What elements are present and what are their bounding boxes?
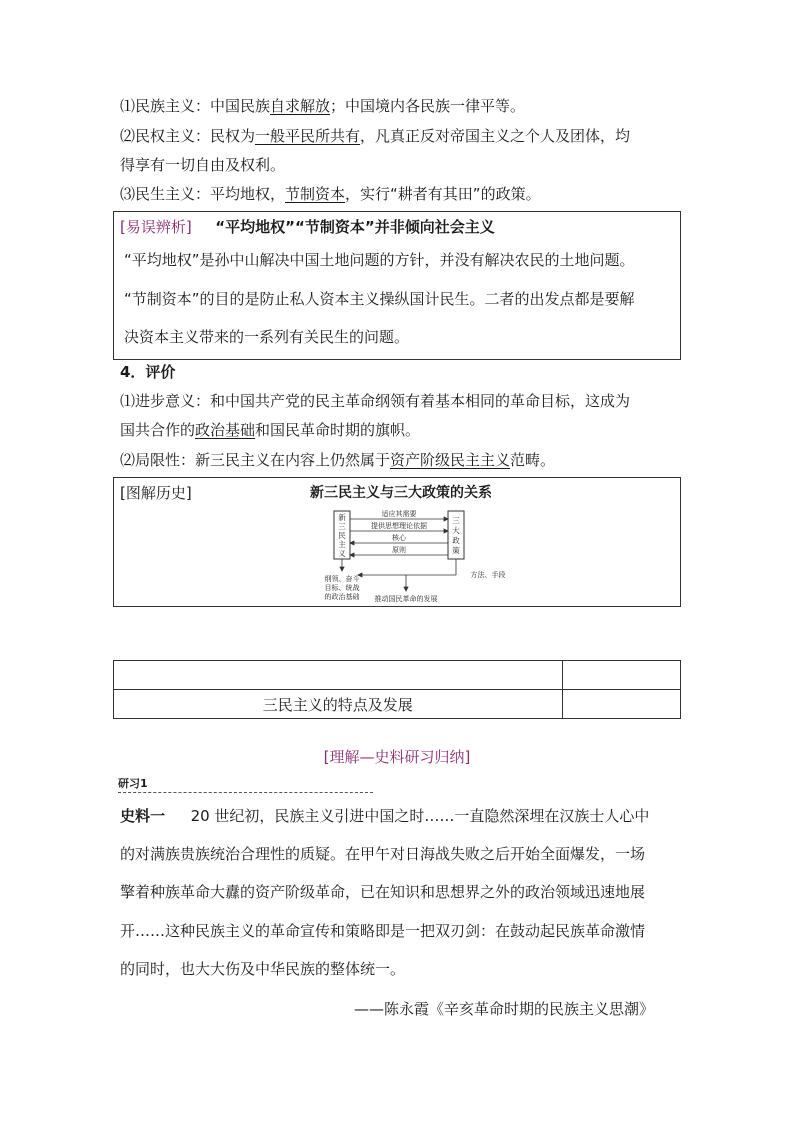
bottom-center-label: 推动国民革命的发展 [374, 595, 438, 603]
arrow2-label: 提供思想理论依据 [371, 522, 427, 530]
mistake-p1: “平均地权”是孙中山解决中国土地问题的方针，并没有解决农民的土地问题。 [124, 251, 635, 269]
svg-text:目标、统战: 目标、统战 [324, 584, 360, 592]
center-down-head [404, 587, 408, 591]
source-line-2: 的对满族贵族统治合理性的质疑。在甲午对日海战失败之后开始全面爆发，一场 [120, 845, 646, 863]
study-section-title: [理解—史料研习归纳] [323, 748, 471, 766]
svg-text:纲领、奋斗: 纲领、奋斗 [324, 575, 360, 583]
source-label: 史料一 [120, 807, 166, 825]
limitation-item: ⑵局限性：新三民主义在内容上仍然属于资产阶级民主主义范畴。 [120, 451, 556, 469]
diagram-tag: [图解历史] [120, 484, 192, 502]
mistake-p2-line2: 决资本主义带来的一系列有关民生的问题。 [124, 328, 410, 346]
arrow1-label: 适应其需要 [381, 510, 417, 518]
right-node-label [452, 516, 460, 555]
mistake-analysis-box [113, 211, 681, 360]
diagram-box [113, 477, 681, 607]
arrow3-label: 核心 [392, 534, 406, 542]
progress-item-cont: 国共合作的政治基础和国民革命时期的旗帜。 [120, 421, 421, 439]
policy-relation-diagram [318, 505, 558, 605]
source-line-5: 的同时，也大大伤及中华民族的整体统一。 [120, 960, 406, 978]
table-cell-empty-2 [562, 661, 680, 690]
topic-table [113, 660, 681, 719]
mistake-title-row [120, 217, 495, 237]
section4-heading: 4．评价 [120, 363, 176, 381]
study-tag: 研习1 [118, 777, 148, 790]
source-line-4: 开……这种民族主义的革命宣传和策略即是一把双刃剑：在鼓动起民族革命激情 [120, 922, 646, 940]
source-line-1: 史料一 20 世纪初，民族主义引进中国之时……一直隐然深埋在汉族士人心中 [120, 807, 650, 825]
table-topic-label: 三民主义的特点及发展 [114, 690, 563, 719]
minzu-item: ⑴民族主义：中国民族自求解放；中国境内各民族一律平等。 [120, 97, 526, 115]
mistake-tag: [易误辨析] [120, 218, 192, 236]
svg-text:三: 三 [338, 522, 346, 531]
down-arrow-left-head [340, 567, 344, 571]
minsheng-item: ⑶民生主义：平均地权，节制资本，实行“耕者有其田”的政策。 [120, 185, 541, 203]
svg-text:主: 主 [338, 540, 346, 549]
source-line-3: 擎着种族革命大纛的资产阶级革命，已在知识和思想界之外的政治领域迅速地展 [120, 883, 646, 901]
svg-text:三: 三 [452, 516, 460, 525]
diagram-title: 新三民主义与三大政策的关系 [310, 485, 492, 501]
svg-text:策: 策 [452, 546, 460, 555]
svg-text:新: 新 [338, 513, 346, 522]
bottom-right-label: 方法、手段 [470, 571, 506, 579]
arrow-head-2 [444, 529, 448, 533]
mistake-title: “平均地权”“节制资本”并非倾向社会主义 [215, 218, 495, 236]
svg-text:大: 大 [452, 526, 460, 535]
minquan-item: ⑵民权主义：民权为一般平民所共有，凡真正反对帝国主义之个人及团体，均 [120, 127, 631, 145]
arrow4-label: 原则 [392, 546, 406, 554]
svg-text:义: 义 [338, 549, 346, 558]
minquan-item-cont: 得享有一切自由及权利。 [120, 156, 286, 174]
arrow-head-4 [350, 553, 354, 557]
study-tag-divider [118, 792, 373, 793]
arrow-head-3 [350, 541, 354, 545]
bottom-left-label [325, 574, 360, 601]
table-cell-empty-3 [562, 690, 680, 719]
mistake-p2-line1: “节制资本”的目的是防止私人资本主义操纵国计民生。二者的出发点都是要解 [124, 290, 635, 308]
svg-text:的政治基础: 的政治基础 [324, 593, 360, 601]
arrow-head-1 [444, 517, 448, 521]
source-citation: ——陈永霞《辛亥革命时期的民族主义思潮》 [354, 1000, 655, 1018]
table-cell-empty-1 [114, 661, 563, 690]
svg-text:民: 民 [338, 531, 346, 540]
left-node-label [338, 512, 346, 558]
progress-item: ⑴进步意义：和中国共产党的民主革命纲领有着基本相同的革命目标，这成为 [120, 392, 631, 410]
svg-text:政: 政 [452, 536, 460, 545]
